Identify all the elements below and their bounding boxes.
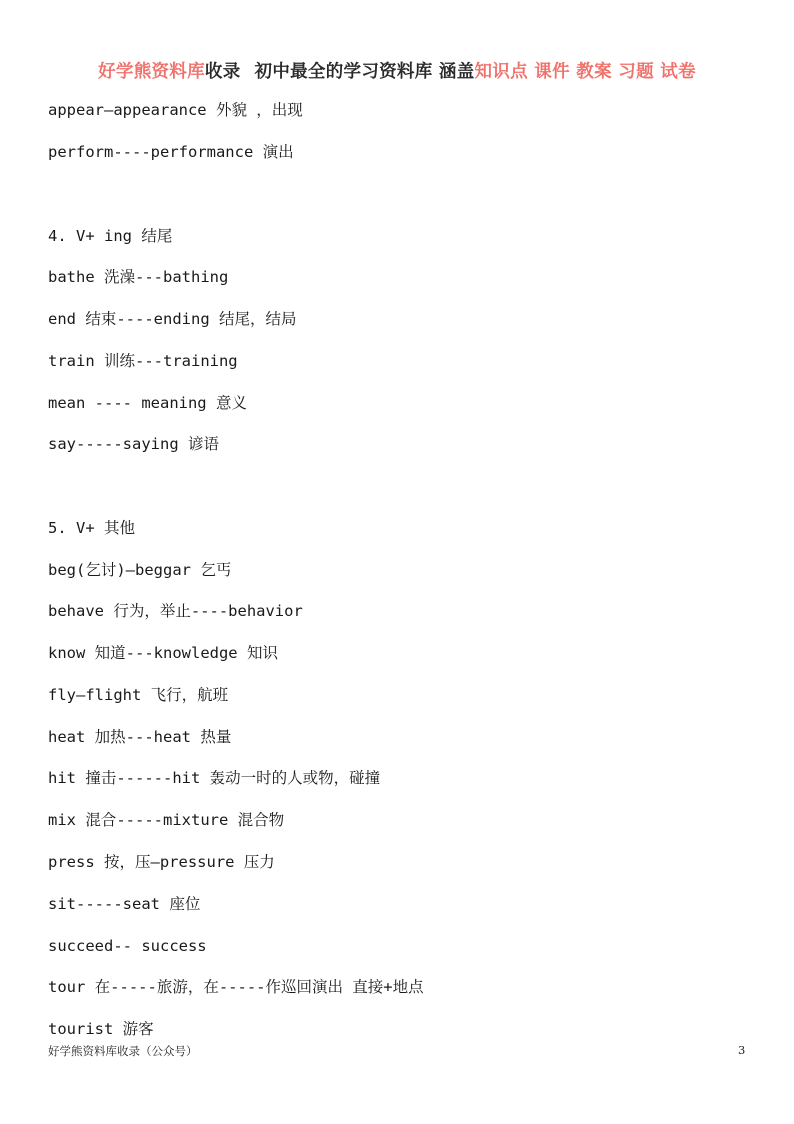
footer-page-number: 3 [738,1043,746,1057]
vocab-line-heat: heat 加热---heat 热量 [48,728,232,746]
vocab-line-hit: hit 撞击------hit 轰动一时的人或物，碰撞 [48,769,381,787]
header-collect-label: 收录 [204,62,241,82]
vocab-line-mean: mean ---- meaning 意义 [48,394,247,412]
vocab-line-tour: tour 在-----旅游，在-----作巡回演出 直接+地点 [48,978,424,996]
footer-source: 好学熊资料库收录（公众号） [48,1044,198,1058]
header-site-name: 好学熊资料库 [98,62,205,82]
vocab-line-appear: appear—appearance 外貌 ，出现 [48,101,303,119]
vocab-line-succeed: succeed-- success [48,937,207,955]
vocab-line-behave: behave 行为，举止----behavior [48,602,303,620]
vocab-line-beg: beg(乞讨)—beggar 乞丐 [48,561,232,579]
vocab-line-sit: sit-----seat 座位 [48,895,201,913]
vocab-line-perform: perform----performance 演出 [48,143,294,161]
vocab-line-end: end 结束----ending 结尾，结局 [48,310,297,328]
vocab-line-know: know 知道---knowledge 知识 [48,644,278,662]
vocab-line-bathe: bathe 洗澡---bathing [48,268,229,286]
section-heading-other: 5. V+ 其他 [48,519,135,537]
vocab-line-press: press 按，压—pressure 压力 [48,853,275,871]
vocab-line-fly: fly—flight 飞行，航班 [48,686,229,704]
vocab-line-mix: mix 混合-----mixture 混合物 [48,811,285,829]
section-heading-ing: 4. V+ ing 结尾 [48,227,173,245]
vocab-line-train: train 训练---training [48,352,238,370]
header-categories: 知识点 课件 教案 习题 试卷 [474,62,696,82]
header-description: 初中最全的学习资料库 涵盖 [254,62,475,82]
vocab-line-tourist: tourist 游客 [48,1020,154,1038]
vocab-line-say: say-----saying 谚语 [48,435,219,453]
page-header-banner [0,58,794,83]
